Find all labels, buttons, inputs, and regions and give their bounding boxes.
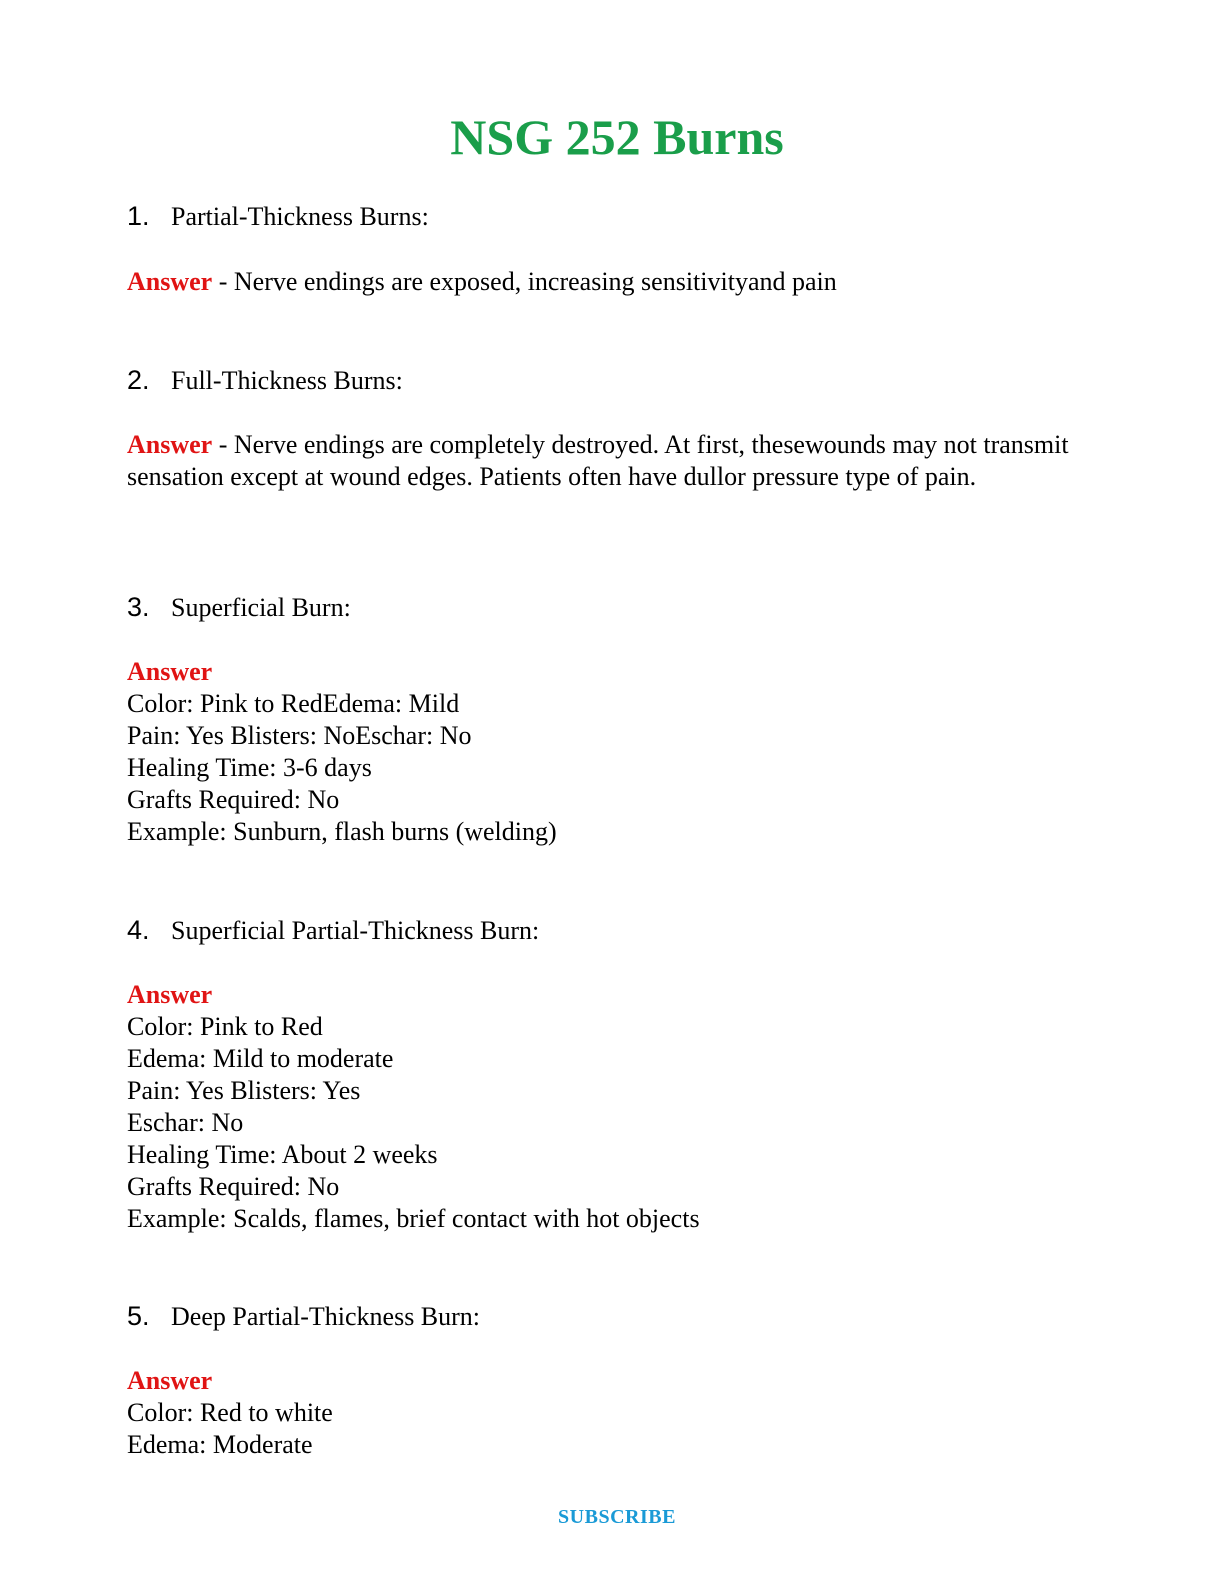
answer-text: - Nerve endings are exposed, increasing sensitivityand pain — [212, 267, 837, 296]
page-title: NSG 252 Burns — [450, 109, 784, 165]
answer-line: Example: Sunburn, flash burns (welding) — [127, 817, 557, 846]
answer-line: Color: Pink to RedEdema: Mild — [127, 689, 460, 718]
answer-line: Healing Time: 3-6 days — [127, 753, 372, 782]
question-prompt: Partial-Thickness Burns: — [171, 202, 429, 231]
subscribe-link[interactable]: SUBSCRIBE — [558, 1506, 676, 1528]
answer-3 — [127, 656, 1087, 848]
answer-line: Color: Pink to Red — [127, 1012, 323, 1041]
question-5 — [127, 1300, 480, 1333]
answer-label: Answer — [127, 1366, 213, 1395]
answer-2 — [127, 429, 1087, 493]
question-3 — [127, 591, 351, 624]
answer-line: Edema: Mild to moderate — [127, 1044, 394, 1073]
answer-label: Answer — [127, 980, 213, 1009]
answer-line: Grafts Required: No — [127, 785, 340, 814]
question-number: 1. — [127, 201, 150, 231]
question-prompt: Deep Partial-Thickness Burn: — [171, 1302, 481, 1331]
answer-line: Color: Red to white — [127, 1398, 333, 1427]
answer-1 — [127, 266, 1087, 298]
question-number: 5. — [127, 1301, 150, 1331]
answer-text: - Nerve endings are completely destroyed. At first, thesewounds may not transmit sensation except at wound edges. Patients often have dullor pressure type of pain. — [127, 430, 1069, 491]
question-2 — [127, 364, 403, 397]
answer-label: Answer — [127, 657, 213, 686]
answer-4 — [127, 979, 1087, 1235]
question-number: 2. — [127, 365, 150, 395]
answer-label: Answer — [127, 267, 213, 296]
answer-line: Pain: Yes Blisters: Yes — [127, 1076, 361, 1105]
answer-line: Pain: Yes Blisters: NoEschar: No — [127, 721, 472, 750]
answer-line: Example: Scalds, flames, brief contact with hot objects — [127, 1204, 700, 1233]
question-prompt: Superficial Burn: — [171, 593, 351, 622]
answer-line: Eschar: No — [127, 1108, 244, 1137]
answer-line: Healing Time: About 2 weeks — [127, 1140, 438, 1169]
answer-line: Edema: Moderate — [127, 1430, 313, 1459]
question-4 — [127, 914, 539, 947]
question-prompt: Full-Thickness Burns: — [171, 366, 403, 395]
question-1 — [127, 200, 429, 233]
answer-5 — [127, 1365, 1087, 1461]
answer-line: Grafts Required: No — [127, 1172, 340, 1201]
question-number: 3. — [127, 592, 150, 622]
question-number: 4. — [127, 915, 150, 945]
question-prompt: Superficial Partial-Thickness Burn: — [171, 916, 540, 945]
answer-label: Answer — [127, 430, 213, 459]
